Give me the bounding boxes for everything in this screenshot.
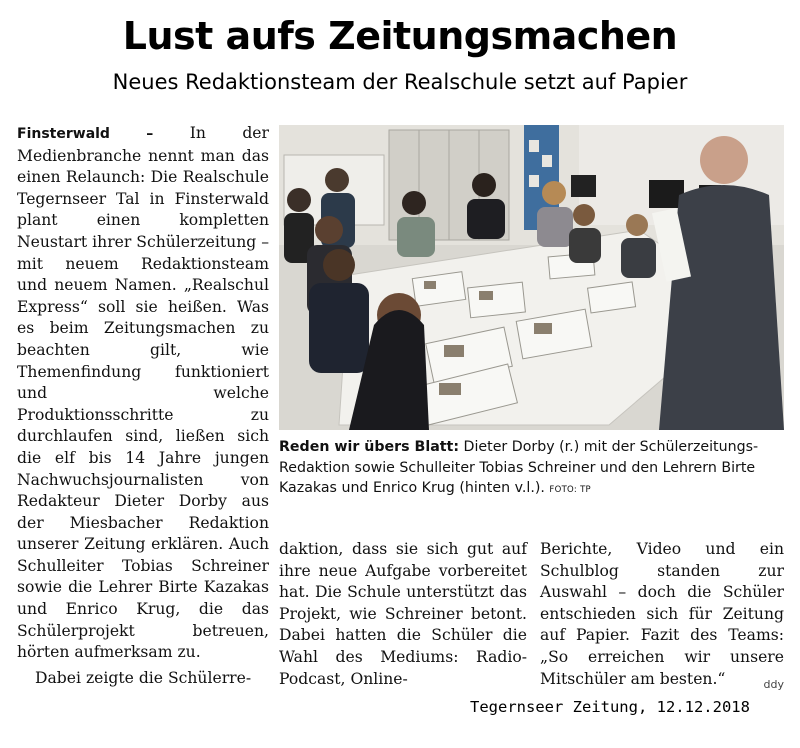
author-initials: ddy: [763, 677, 784, 691]
article-photo: [279, 125, 784, 430]
article-subheadline: Neues Redaktionsteam der Realschule setzt auf Papier: [112, 70, 688, 94]
dateline: Finsterwald –: [17, 126, 154, 142]
article-headline: Lust aufs Zeitungsmachen: [122, 14, 678, 58]
photo-caption: [279, 437, 784, 501]
caption-text: Dieter Dorby (r.) mit der Schülerzeitungs-Redaktion sowie Schulleiter Tobias Schreiner und den Lehrern Birte Kazakas und Enrico Krug (hinten v.l.).: [279, 439, 759, 496]
source-line: Tegernseer Zeitung, 12.12.2018: [470, 698, 750, 716]
article-column-1: [17, 123, 269, 689]
article-column-2: [279, 539, 527, 690]
paragraph-1-text: In der Medienbranche nennt man das einen Relaunch: Die Realschule Tegernseer Tal in Finsterwald plant einen kompletten Neustart ihrer Schülerzeitung – mit neuem Redaktionsteam und neuem Namen. „Realschul Express“ soll sie heißen. Was es beim Zeitungsmachen zu beachten gilt, wie Themenfindung funktioniert und welche Produktionsschritte zu durchlaufen sind, ließen sich die elf bis 14 Jahre jungen Nachwuchsjournalisten von Redakteur Dieter Dorby aus der Miesbacher Redaktion unserer Zeitung erklären. Auch Schulleiter Tobias Schreiner sowie die Lehrer Birte Kazakas und Enrico Krug, die das Schülerprojekt betreuen, hörten aufmerksam zu.: [17, 124, 269, 662]
column-2-text: daktion, dass sie sich gut auf ihre neue Aufgabe vorbereitet hat. Die Schule unterstützt das Projekt, wie Schreiner betont. Dabei hatten die Schüler die Wahl des Mediums: Radio-Podcast, Online-: [279, 540, 527, 688]
photo-credit: FOTO: TP: [549, 485, 591, 495]
article-paragraph-1: [17, 123, 269, 664]
classroom-photo-illustration: [279, 125, 784, 430]
caption-lead: Reden wir übers Blatt:: [279, 439, 460, 455]
article-paragraph-2-start: Dabei zeigte die Schülerre-: [35, 668, 252, 687]
article-column-3: [540, 539, 784, 695]
column-3-text: [540, 539, 784, 690]
column-3-body: Berichte, Video und ein Schulblog standen zur Auswahl – doch die Schüler entschieden sich für Zeitung auf Papier. Fazit des Teams: „So erreichen wir unsere Mitschüler am besten.“: [540, 540, 784, 688]
